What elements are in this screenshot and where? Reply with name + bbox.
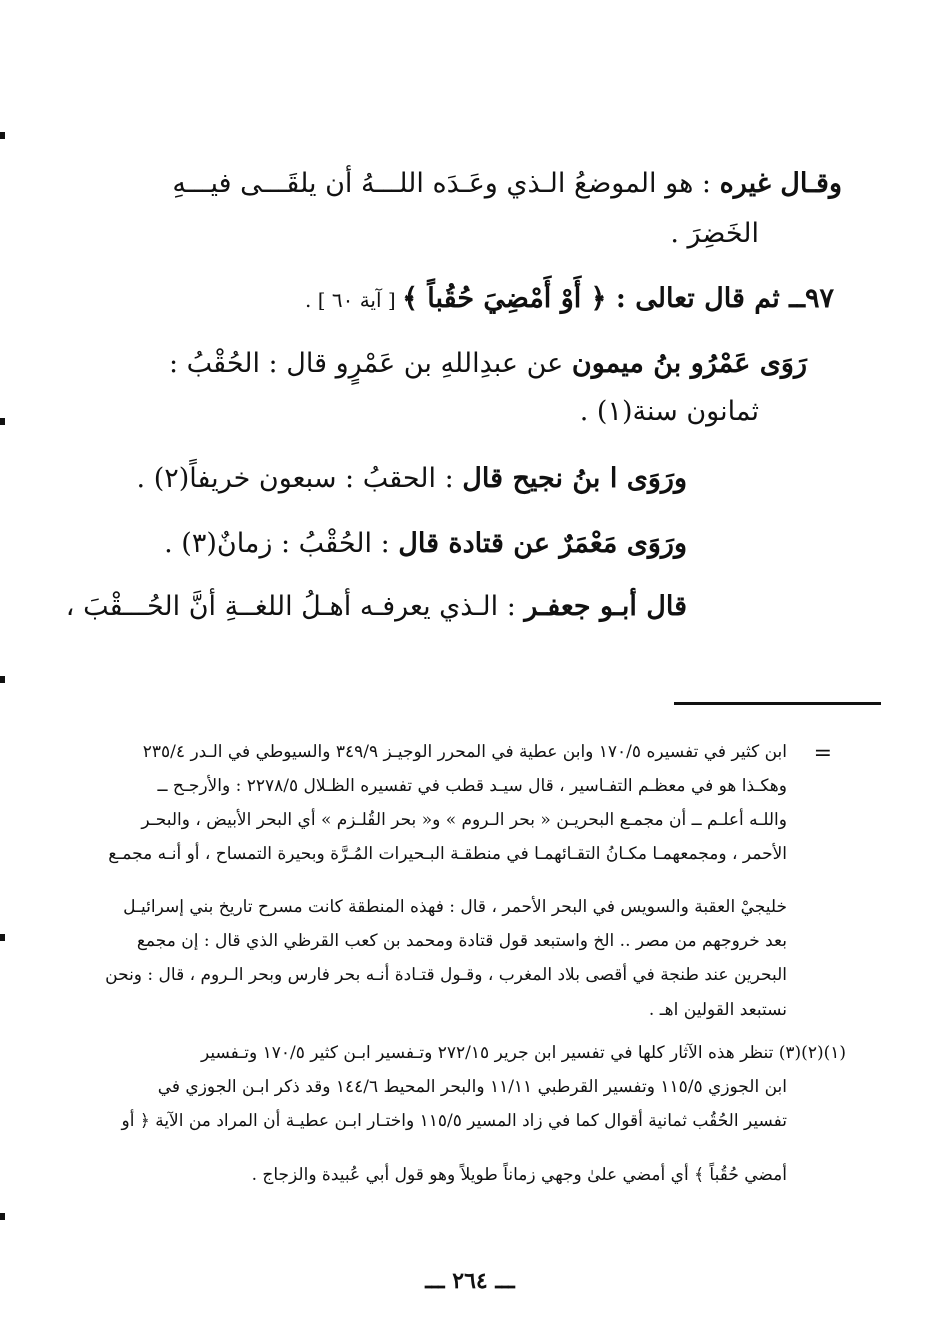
footnote-marker: (١)(٢)(٣) (778, 1043, 846, 1063)
scan-edge-mark (0, 132, 5, 139)
footnote-line: خليجيْ العقبة والسويس في البحر الأحمر ، قال : فهذه المنطقة كانت مسرح تاريخ بني إسرائيـل (123, 897, 787, 917)
narrator-label: ورَوَى ا بنُ نجيح قال (462, 463, 687, 494)
footnote-line: بعد خروجهم من مصر .. الخ واستبعد قول قتادة ومحمد بن كعب القرظي الذي قال : إن مجمع (136, 931, 787, 951)
narration-2 (87, 465, 687, 492)
author-statement (65, 591, 687, 622)
narration-text: : الحُقْبُ : زمانٌ(٣) . (164, 528, 399, 559)
scan-edge-mark (0, 1213, 5, 1220)
narrator-label: ورَوَى مَعْمَرٌ عن قتادة قال (398, 528, 687, 559)
scan-edge-mark (0, 418, 5, 425)
page-number: ـــ ٢٦٤ ـــ (425, 1268, 515, 1294)
footnote-separator (674, 702, 881, 705)
footnote-line: الأحمر ، ومجمعهمـا مكـانُ التقـائهمـا في منطقـة البـحيرات المُـرَّة وبحيرة التمساح ، أو أنـه مجمـع (108, 844, 787, 864)
author-label: قال أبـو جعفـر (524, 591, 687, 622)
verse-label: ٩٧ــ ثم قال تعالى : ﴿ أَوْ أَمْضِيَ حُقُباً ﴾ (402, 283, 834, 314)
narration-text: ثمانون سنة(١) . (579, 396, 759, 427)
paragraph-1-line-2 (159, 220, 759, 247)
narration-1-line-2 (159, 398, 759, 425)
footnote-line: البحرين عند طنجة في أقصى بلاد المغرب ، وقـول قتـادة أنـه بحر فارس وبحر الـروم ، قال : ونحن (105, 965, 787, 985)
narration-1-line-1 (77, 350, 807, 377)
footnote-text: تنظر هذه الآثار كلها في تفسير ابن جرير ٢٧٢/١٥ وتـفسير ابـن كثير ١٧٠/٥ وتـفسير (200, 1043, 779, 1063)
footnote-line: تفسير الحُقُب ثمانية أقوال كما في زاد المسير ١١٥/٥ واختـار ابـن عطيـة أن المراد من الآية ﴿ أو (121, 1111, 787, 1131)
footnote-line: أمضي حُقُباً ﴾ أي أمضي علىٰ وجهي زماناً طويلاً وهو قول أبي عُبيدة والزجاج . (251, 1165, 787, 1185)
footnote-line: ابن الجوزي ١١٥/٥ وتفسير القرطبي ١١/١١ والبحر المحيط ١٤٤/٦ وقد ذكر ابـن الجوزي في (157, 1077, 787, 1097)
narration-text: عن عبدِاللهِ بن عَمْرٍو قال : الحُقْبُ : (168, 348, 572, 379)
paragraph-text: الخَضِرَ . (670, 218, 759, 249)
narration-text: : الحقبُ : سبعون خريفاً(٢) . (136, 463, 463, 494)
footnote-line: وهكـذا هو في معظـم التفـاسير ، قال سيـد قطب في تفسيره الظـلال ٢٢٧٨/٥ : والأرجـح ــ (157, 776, 787, 796)
narrator-label: رَوَى عَمْرُو بنُ ميمون (571, 348, 807, 379)
statement-text: : الـذي يعرفـه أهـلُ اللغــةِ أنَّ الحُـــقْبَ ، (65, 591, 525, 622)
verse-heading (74, 285, 834, 312)
paragraph-1-line-1 (97, 170, 842, 197)
verse-reference: [ آية ٦٠ ] . (304, 288, 403, 312)
narration-3 (87, 530, 687, 557)
scan-edge-mark (0, 676, 5, 683)
paragraph-text: : هو الموضعُ الـذي وعَـدَه اللـــهُ أن يلقَـــى فيـــهِ (172, 168, 720, 199)
speaker-label: وقـال غيره (719, 168, 842, 199)
footnote-line: واللـه أعلـم ــ أن مجمـع البحريـن « بحر الـروم » و« بحر القُلـزم » أي البحر الأبيض ، والبحـر (141, 810, 787, 830)
footnote-1-2-3-line-1 (101, 1045, 846, 1062)
footnote-continuation-marker: = (813, 741, 832, 766)
footnote-line: نستبعد القولين اهـ . (648, 1000, 787, 1020)
scan-edge-mark (0, 934, 5, 941)
footnote-line: ابن كثير في تفسيره ١٧٠/٥ وابن عطية في المحرر الوجيـز ٣٤٩/٩ والسيوطي في الـدر ٢٣٥/٤ (142, 742, 787, 762)
